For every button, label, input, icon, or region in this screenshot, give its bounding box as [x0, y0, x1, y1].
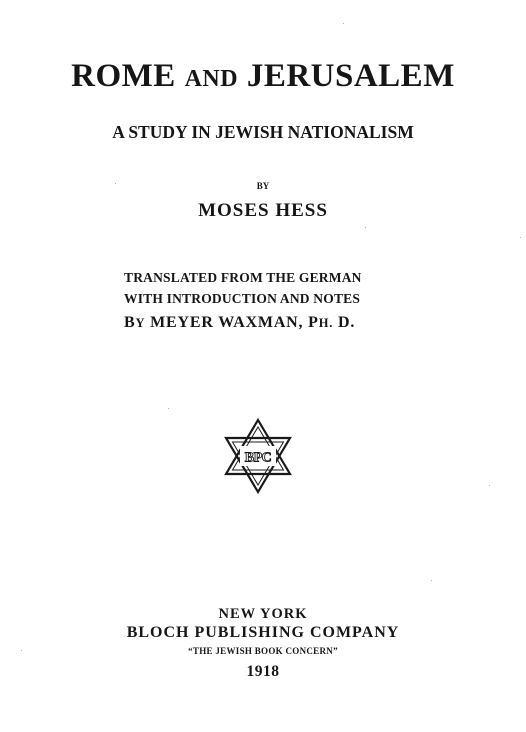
imprint-concern: “THE JEWISH BOOK CONCERN” [188, 646, 338, 656]
translator-degree-rest: H. [318, 316, 334, 330]
translation-line-1: TRANSLATED FROM THE GERMAN [124, 270, 362, 285]
scan-speck [365, 227, 366, 228]
imprint-publisher: BLOCH PUBLISHING COMPANY [126, 624, 400, 641]
book-title-part1: ROME [71, 58, 176, 94]
translation-line-2: WITH INTRODUCTION AND NOTES [124, 291, 361, 306]
translator-line [124, 314, 355, 332]
book-title-connector: AND [184, 66, 239, 92]
scan-speck [489, 485, 490, 486]
star-of-david-icon [224, 418, 292, 494]
translator-degree-suffix: D. [338, 314, 356, 331]
by-label: BY [256, 181, 270, 191]
scan-speck [431, 580, 432, 581]
imprint-city: NEW YORK [218, 606, 308, 622]
translator-by-initial: B [124, 314, 136, 331]
translator-degree-initial: P [308, 314, 319, 331]
scan-speck [168, 408, 169, 409]
translator-by-rest: Y [135, 316, 146, 330]
scan-speck [520, 237, 521, 238]
translator-name: MEYER WAXMAN, [150, 314, 304, 331]
author-name: MOSES HESS [198, 200, 328, 221]
emblem-monogram: BPC [244, 450, 272, 466]
book-title [0, 58, 526, 95]
imprint-year: 1918 [246, 663, 280, 680]
book-title-part2: JERUSALEM [246, 58, 455, 94]
scan-speck [343, 23, 344, 24]
book-subtitle: A STUDY IN JEWISH NATIONALISM [112, 122, 414, 142]
